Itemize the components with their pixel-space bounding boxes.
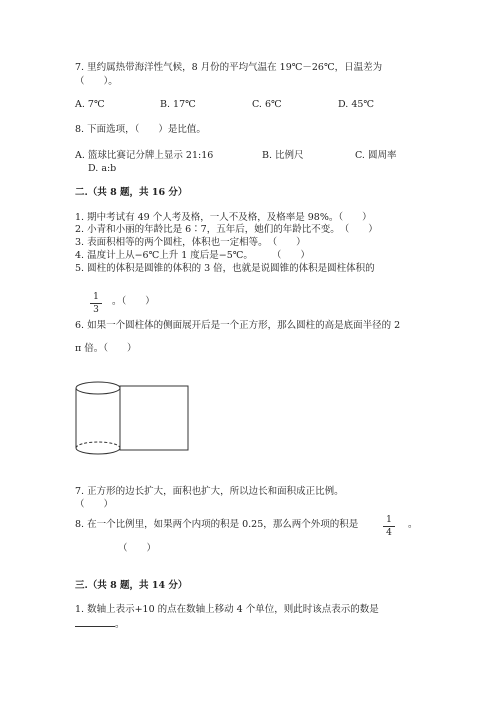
unrolled-square [120, 386, 188, 450]
cylinder-bottom-front [76, 448, 120, 454]
q8-option-a: A. 篮球比赛记分牌上显示 21:16 [75, 150, 214, 161]
q5-fraction [90, 292, 102, 315]
q8-fraction-numerator: 1 [386, 515, 392, 525]
q7-option-a: A. 7℃ [75, 99, 105, 110]
q7-option-c: C. 6℃ [252, 99, 282, 110]
s3-question-1-line1: 1. 数轴上表示+10 的点在数轴上移动 4 个单位，则此时该点表示的数是 [75, 604, 379, 615]
q8-option-d: D. a:b [88, 163, 117, 174]
q5-tail: 。（ ） [112, 296, 155, 307]
answer-blank[interactable] [75, 617, 115, 627]
s2-question-6-line1: 6. 如果一个圆柱体的侧面展开后是一个正方形，那么圆柱的高是底面半径的 2 [75, 320, 401, 331]
q7-option-d: D. 45℃ [338, 99, 375, 110]
q7-option-b: B. 17℃ [160, 99, 196, 110]
cylinder-bottom-back-dashed [76, 442, 120, 448]
section-two-heading: 二.（共 8 题，共 16 分） [75, 187, 188, 198]
q8-fraction [383, 515, 395, 538]
question-8-stem: 8. 下面选项，（ ）是比值。 [75, 124, 206, 135]
s3-question-1-tail: 。 [115, 619, 125, 630]
s2-question-5: 5. 圆柱的体积是圆锥的体积的 3 倍，也就是说圆锥的体积是圆柱体积的 [75, 263, 375, 274]
s2-question-8-line1: 8. 在一个比例里，如果两个内项的积是 0.25，那么两个外项的积是 [75, 519, 359, 530]
q8-option-b: B. 比例尺 [262, 150, 304, 161]
s2-question-1: 1. 期中考试有 49 个人考及格，一人不及格，及格率是 98%。（ ） [75, 212, 372, 223]
s2-question-3: 3. 表面积相等的两个圆柱，体积也一定相等。 （ ） [75, 237, 306, 248]
q8-tail: 。 [408, 519, 418, 530]
question-7-stem: 7. 里约属热带海洋性气候，8 月份的平均气温在 19℃－26℃，日温差为 [75, 62, 383, 73]
q8-fraction-denominator: 4 [386, 528, 392, 538]
q8-fraction-bar [383, 526, 395, 527]
s3-question-1-line2 [75, 617, 125, 631]
cylinder-unrolled-figure [70, 378, 195, 458]
q8-option-c: C. 圆周率 [355, 150, 397, 161]
s2-question-7-line2: （ ） [75, 499, 114, 510]
q5-fraction-denominator: 3 [93, 305, 99, 315]
q5-fraction-numerator: 1 [93, 292, 99, 302]
s2-question-2: 2. 小青和小丽的年龄比是 6∶7，五年后，她们的年龄比不变。 （ ） [75, 224, 378, 235]
s2-question-8-line2: （ ） [118, 543, 157, 554]
question-7-blank: （ ）。 [75, 76, 118, 87]
q5-fraction-bar [90, 303, 102, 304]
s2-question-7-line1: 7. 正方形的边长扩大，面积也扩大，所以边长和面积成正比例。 [75, 486, 344, 497]
s2-question-6-line2: π 倍。（ ） [75, 343, 137, 354]
section-three-heading: 三.（共 8 题，共 14 分） [75, 580, 188, 591]
s2-question-4: 4. 温度计上从−6℃上升 1 度后是−5℃。 （ ） [75, 250, 310, 261]
cylinder-top-ellipse [76, 382, 120, 394]
